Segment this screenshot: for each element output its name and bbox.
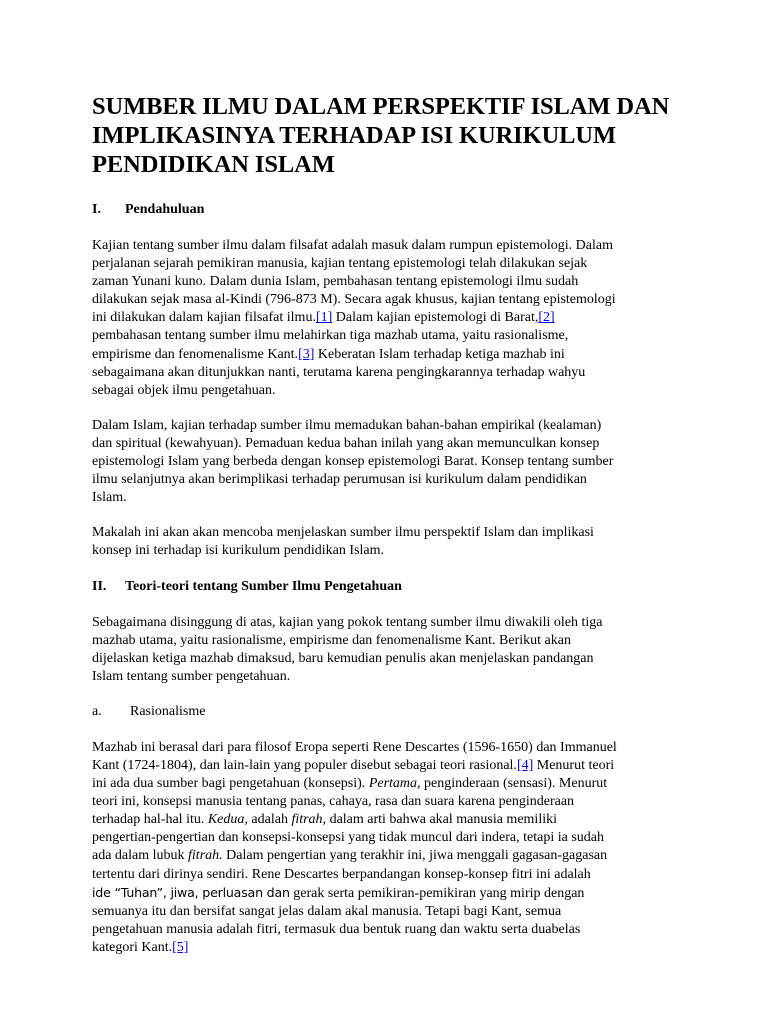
subsection-heading-rasionalisme (92, 703, 708, 721)
section-title: Teori-teori tentang Sumber Ilmu Pengetahuan (125, 578, 402, 594)
text-line: semuanya itu dan bersifat sangat jelas dalam akal manusia. Tetapi bagi Kant, semua (92, 903, 562, 919)
text-run: ada dalam lubuk (92, 848, 189, 864)
section-heading-teori (92, 578, 708, 596)
text-line: Sebagaimana disinggung di atas, kajian yang pokok tentang sumber ilmu diwakili oleh tiga (92, 614, 603, 630)
italic-term: fitrah, (291, 812, 327, 828)
text-line: Makalah ini akan akan mencoba menjelaskan sumber ilmu perspektif Islam dan implikasi (92, 525, 594, 541)
italic-term: fitrah. (188, 848, 223, 864)
text-line: tertentu dari dirinya sendiri. Rene Descartes berpandangan konsep-konsep fitri ini adalah (92, 866, 591, 882)
text-run: Dalam pengertian yang terakhir ini, jiwa menggali gagasan-gagasan (222, 848, 608, 864)
footnote-link-5[interactable]: [5] (172, 939, 189, 955)
text-line (92, 309, 708, 327)
text-line: Mazhab ini berasal dari para filosof Eropa seperti Rene Descartes (1596-1650) dan Immanuel (92, 739, 617, 755)
text-run: gerak serta pemikiran-pemikiran yang mirip dengan (289, 885, 585, 901)
text-line: Islam. (92, 490, 127, 506)
text-line (92, 757, 708, 775)
section-title: Pendahuluan (125, 202, 205, 217)
text-run: ini dilakukan dalam kajian filsafat ilmu. (92, 310, 316, 326)
text-line: konsep ini terhadap isi kurikulum pendidikan Islam. (92, 543, 385, 559)
text-line: pengertian-pengertian dan konsepsi-konsepsi yang tidak muncul dari indera, tetapi ia sudah (92, 830, 605, 846)
text-line (92, 346, 708, 364)
text-line: dilakukan sejak masa al-Kindi (796-873 M). Secara agak khusus, kajian tentang epistemologi (92, 292, 616, 308)
title-line: SUMBER ILMU DALAM PERSPEKTIF ISLAM DAN (92, 93, 670, 120)
text-line: dan spiritual (kewahyuan). Pemaduan kedua bahan inilah yang akan memunculkan konsep (92, 435, 600, 451)
document-title (92, 92, 708, 179)
handwritten-text-run: ide “Tuhan”, jiwa, perluasan dan (92, 884, 290, 900)
section-number: I. (92, 202, 101, 217)
text-line: Dalam Islam, kajian terhadap sumber ilmu memadukan bahan-bahan empirikal (kealaman) (92, 417, 602, 433)
footnote-link-2[interactable]: [2] (538, 310, 555, 326)
italic-term: Kedua, (207, 812, 248, 828)
footnote-link-4[interactable]: [4] (516, 757, 534, 773)
text-line: perjalanan sejarah pemikiran manusia, kajian tentang epistemologi telah dilakukan sejak (92, 256, 588, 272)
text-run: empirisme dan fenomenalisme Kant. (92, 346, 299, 362)
subsection-letter: a. (92, 703, 102, 719)
section-heading-pendahuluan (92, 201, 708, 219)
text-line: pengetahuan manusia adalah fitri, termasuk dua bentuk ruang dan waktu serta duabelas (92, 921, 581, 937)
text-run: kategori Kant. (92, 939, 173, 955)
title-line: IMPLIKASINYA TERHADAP ISI KURIKULUM (92, 122, 617, 149)
text-line: pembahasan tentang sumber ilmu melahirkan tiga mazhab utama, yaitu rasionalisme, (92, 328, 569, 344)
text-line: sebagaimana akan ditunjukkan nanti, terutama karena pengingkarannya terhadap wahyu (92, 364, 586, 380)
text-line: teori ini, konsepsi manusia tentang panas, cahaya, rasa dan suara karena penginderaan (92, 794, 575, 810)
paragraph-islam-sources (92, 417, 708, 507)
title-line: PENDIDIKAN ISLAM (92, 151, 335, 178)
text-line: Islam tentang sumber pengetahuan. (92, 668, 291, 684)
text-line: epistemologi Islam yang berbeda dengan konsep epistemologi Barat. Konsep tentang sumber (92, 454, 614, 470)
footnote-link-3[interactable]: [3] (298, 346, 315, 362)
text-run: Keberatan Islam terhadap ketiga mazhab ini (314, 346, 565, 362)
text-run: dalam arti bahwa akal manusia memiliki (326, 812, 557, 828)
text-line (92, 847, 708, 865)
subsection-title: Rasionalisme (130, 703, 206, 719)
text-line: mazhab utama, yaitu rasionalisme, empirisme dan fenomenalisme Kant. Berikut akan (92, 632, 571, 648)
text-line (92, 884, 708, 903)
text-line (92, 811, 708, 829)
italic-term: Pertama, (368, 776, 421, 792)
text-line: ilmu selanjutnya akan berimplikasi terhadap perumusan isi kurikulum dalam pendidikan (92, 472, 587, 488)
text-line: dijelaskan ketiga mazhab dimaksud, baru kemudian penulis akan menjelaskan pandangan (92, 650, 594, 666)
footnote-link-1[interactable]: [1] (315, 310, 333, 326)
paragraph-purpose (92, 524, 708, 560)
text-run: Dalam kajian epistemologi di Barat, (332, 310, 539, 326)
text-run: Menurut teori (533, 757, 615, 773)
paragraph-rasionalisme (92, 739, 708, 957)
text-run: Kant (1724-1804), dan lain-lain yang populer disebut sebagai teori rasional. (92, 757, 517, 773)
text-run: adalah (247, 812, 292, 828)
paragraph-three-schools (92, 614, 708, 686)
text-run: ini ada dua sumber bagi pengetahuan (konsepsi). (92, 776, 369, 792)
text-line (92, 939, 708, 957)
section-number: II. (92, 578, 107, 594)
text-run: terhadap hal-hal itu. (92, 812, 208, 828)
text-line: Kajian tentang sumber ilmu dalam filsafat adalah masuk dalam rumpun epistemologi. Dalam (92, 238, 613, 253)
text-run: penginderaan (sensasi). Menurut (420, 776, 608, 792)
text-line (92, 775, 708, 793)
text-line: zaman Yunani kuno. Dalam dunia Islam, pembahasan tentang epistemologi ilmu sudah (92, 274, 579, 290)
paragraph-intro (92, 237, 708, 400)
text-line: sebagai objek ilmu pengetahuan. (92, 382, 276, 398)
